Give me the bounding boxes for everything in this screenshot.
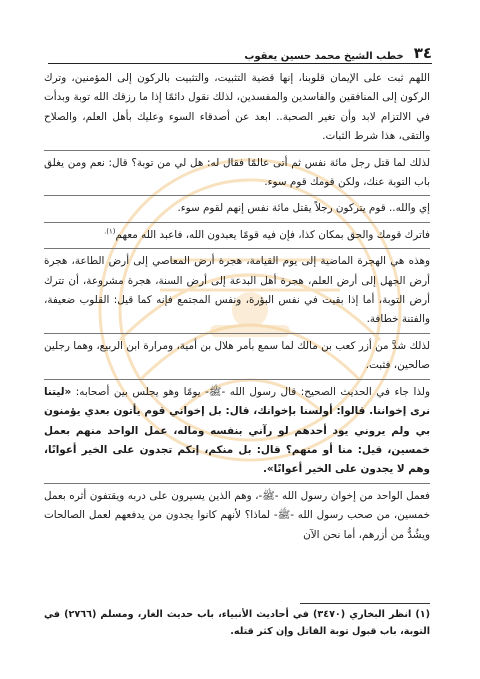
divider — [44, 195, 430, 196]
footnote — [44, 606, 430, 640]
hadith-quote: «ليتنا نرى إخواننا. قالوا: أولسنا بإخوانك، قال: بل إخواني قوم يأتون بعدي يؤمنون بي ولم يروني يود أحدهم لو رآني بنفسه وماله، عمل الواحد منهم بعمل خمسين، قيل: منا أو منهم؟ قال: بل منكم، إنكم تجدون على الخير أعوانًا، وهم لا يجدون على الخير أعوانًا». — [44, 385, 430, 476]
paragraph: فعمل الواحد من إخوان رسول الله -ﷺ-، وهم الذين يسيرون على دربه ويقتفون أثره بعمل خمسين، من صحب رسول الله -ﷺ- لماذا؟ لأنهم كانوا يجدون من يدفعهم لعمل الصالحات ويشُدُّ من أزرهم، أما نحن الآن — [44, 489, 430, 541]
divider — [44, 379, 430, 380]
paragraph — [44, 383, 430, 480]
header-rule — [48, 63, 432, 64]
footnote-rule — [300, 603, 430, 604]
paragraph-text: فاترك قومك والحق بمكان كذا، فإن فيه قومًا يعبدون الله، فاعبد الله معهم — [115, 228, 430, 241]
paragraph: لذلك لما قتل رجل مائة نفس ثم أتى عالمًا فقال له: هل لي من توبة؟ قال: نعم ومن يغلق باب التوبة عنك، ولكن قومك قوم سوء. — [44, 156, 430, 189]
footnote-text: (١) انظر البخاري (٣٤٧٠) في أحاديث الأنبياء، باب حديث الغار، ومسلم (٢٧٦٦) في التوبة، باب قبول توبة القاتل وإن كثر قتله. — [44, 609, 431, 637]
divider — [44, 248, 430, 249]
divider — [44, 150, 430, 151]
paragraph: اللهم ثبت على الإيمان قلوبنا، إنها قضية التثبيت، والتثبيت بالركون إلى المؤمنين، وترك الركون إلى المنافقين والفاسدين والمفسدين، لذلك نقول دائمًا إذا ما رزقك الله توبة وبدأت في الالتزام لابد وأن تغير الصحبة.. ابعد عن أصدقاء السوء وعليك بأهل العلم، والصلاح والتقى، هذا شرط الثبات. — [44, 72, 430, 143]
paragraph — [44, 226, 430, 245]
paragraph-text: ولذا جاء في الحديث الصحيح: قال رسول الله -ﷺ- يومًا وهو يجلس بين أصحابه: — [71, 385, 430, 398]
divider — [44, 483, 430, 484]
body-text — [44, 69, 430, 547]
paragraph: إي والله.. قوم يتركون رجلاً يقتل مائة نفس إنهم لقوم سوء. — [177, 202, 430, 215]
paragraph: وهذه هي الهجرة الماضية إلى يوم القيامة، هجرة أرض المعاصي إلى أرض الطاعة، هجرة أرض الجهل إلى أرض العلم، هجرة أهل البدعة إلى أرض السنة، هجرة مشروعة، أن تترك أرض التوبة، أما إذا بقيت في نفس البؤرة، ونفس المجتمع فإنه كما قيل: القلوب ضعيفة، والفتنة خطافة. — [44, 255, 430, 326]
page-number: ٣٤ — [413, 44, 432, 62]
divider — [44, 222, 430, 223]
divider — [44, 333, 430, 334]
page-header — [48, 40, 432, 62]
footnote-reference: (١). — [104, 227, 116, 236]
running-title: خطب الشيخ محمد حسين يعقوب — [244, 51, 404, 62]
paragraph: لذلك شدَّ من أزر كعب بن مالك لما سمع بأمر هلال بن أمية، ومرارة ابن الربيع، وهما رجلين صالحين، فثبت. — [44, 339, 430, 372]
